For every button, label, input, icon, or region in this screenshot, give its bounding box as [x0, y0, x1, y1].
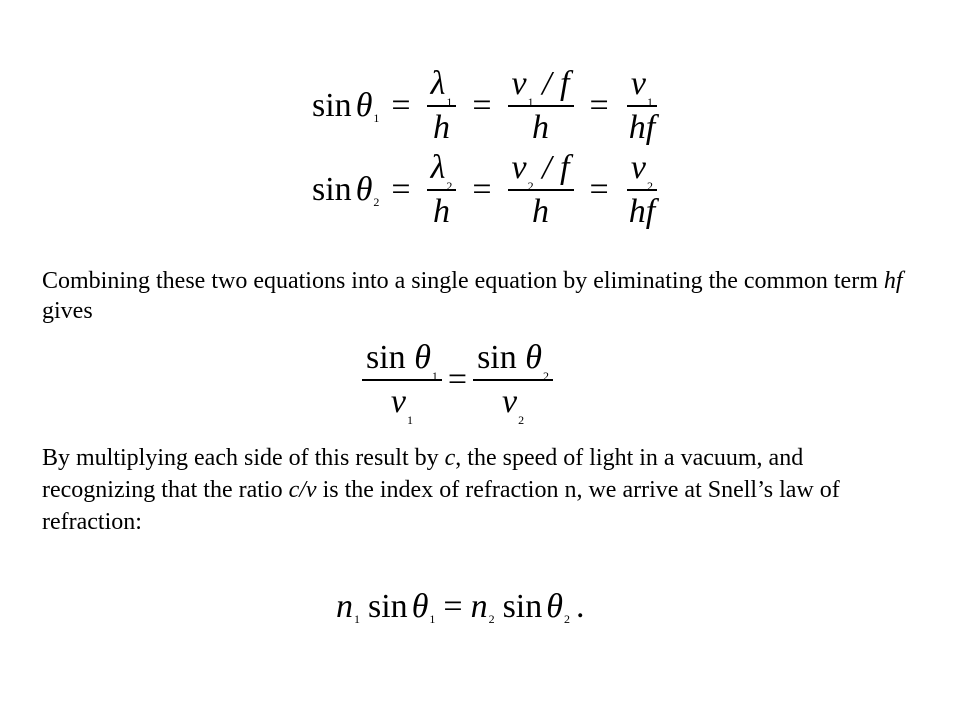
- fraction-v-over-hf: [625, 66, 659, 145]
- equals-sign: =: [472, 86, 492, 124]
- paragraph-combining: [42, 266, 922, 326]
- equals-sign: =: [589, 86, 609, 124]
- sin-label: sin: [312, 86, 352, 124]
- equals-sign: =: [447, 360, 468, 398]
- term-c: c: [444, 445, 456, 471]
- theta-symbol: θ: [414, 339, 431, 376]
- equals-sign: =: [589, 170, 609, 208]
- period: .: [575, 588, 585, 625]
- velocity-symbol: v: [630, 65, 646, 102]
- theta-subscript: 2: [542, 369, 549, 383]
- paragraph-snells-law-intro: [42, 442, 922, 538]
- term-c-over-v: c/v: [288, 477, 317, 503]
- velocity-symbol: v: [511, 65, 527, 102]
- denominator-h: h: [432, 192, 450, 230]
- velocity-symbol: v: [630, 149, 646, 186]
- paragraph-text: By multiplying each side of this result by: [42, 445, 445, 471]
- theta-subscript: 1: [429, 612, 436, 626]
- sin-label: sin: [477, 339, 517, 376]
- index-subscript: 1: [354, 612, 360, 626]
- velocity-subscript: 2: [527, 179, 534, 193]
- lambda-subscript: 2: [446, 179, 453, 193]
- equals-sign: =: [443, 588, 463, 625]
- equation-sin-over-v: [358, 339, 557, 427]
- over-f-text: / f: [533, 149, 570, 186]
- equation-snell-medium-1: [312, 66, 663, 145]
- sin-label: sin: [502, 588, 543, 625]
- theta-symbol: θ: [355, 170, 373, 208]
- velocity-symbol: v: [511, 149, 527, 186]
- velocity-subscript: 1: [527, 95, 534, 109]
- fraction-lambda-over-h: [427, 66, 457, 145]
- fraction-sin-theta1-over-v1: [362, 339, 442, 427]
- equals-sign: =: [391, 170, 411, 208]
- denominator-hf: hf: [628, 108, 656, 146]
- theta-symbol: θ: [525, 339, 542, 376]
- velocity-symbol: v: [390, 382, 406, 420]
- index-subscript: 2: [488, 612, 495, 626]
- theta-subscript: 2: [373, 194, 380, 209]
- denominator-h: h: [532, 192, 549, 230]
- index-n1: n: [336, 588, 353, 625]
- sin-label: sin: [366, 339, 406, 376]
- lambda-symbol: λ: [430, 149, 446, 186]
- denominator-h: h: [532, 108, 549, 146]
- theta-subscript: 2: [563, 612, 570, 626]
- paragraph-text: is the index of refraction n, we arrive at Snell’s law of refraction:: [42, 477, 846, 535]
- lambda-subscript: 1: [446, 95, 453, 109]
- denominator-hf: hf: [628, 192, 656, 230]
- velocity-subscript: 1: [406, 412, 413, 427]
- equals-sign: =: [391, 86, 411, 124]
- sin-label: sin: [312, 170, 352, 208]
- over-f-text: / f: [533, 65, 570, 102]
- paragraph-text: , the speed of light in a vacuum, and recognizing that the ratio: [42, 445, 810, 503]
- equation-snells-law: [336, 590, 584, 624]
- fraction-v-over-f-over-h: [508, 150, 574, 229]
- paragraph-text: gives: [42, 268, 909, 324]
- index-n2: n: [470, 588, 488, 625]
- lambda-symbol: λ: [430, 65, 446, 102]
- theta-symbol: θ: [355, 86, 373, 124]
- velocity-symbol: v: [501, 382, 518, 420]
- theta-subscript: 1: [431, 369, 438, 383]
- fraction-v-over-f-over-h: [508, 66, 574, 145]
- denominator-h: h: [432, 108, 450, 146]
- fraction-v-over-hf: [625, 150, 659, 229]
- equals-sign: =: [472, 170, 492, 208]
- paragraph-text: Combining these two equations into a single equation by eliminating the common term: [42, 268, 884, 294]
- sin-label: sin: [368, 588, 408, 625]
- theta-subscript: 1: [373, 110, 380, 125]
- term-hf: hf: [883, 268, 903, 294]
- velocity-subscript: 2: [646, 179, 653, 193]
- fraction-sin-theta2-over-v2: [473, 339, 553, 427]
- equation-snell-medium-2: [312, 150, 663, 229]
- velocity-subscript: 1: [646, 95, 653, 109]
- theta-symbol: θ: [411, 588, 429, 625]
- theta-symbol: θ: [546, 588, 563, 625]
- fraction-lambda-over-h: [427, 150, 457, 229]
- velocity-subscript: 2: [518, 412, 525, 427]
